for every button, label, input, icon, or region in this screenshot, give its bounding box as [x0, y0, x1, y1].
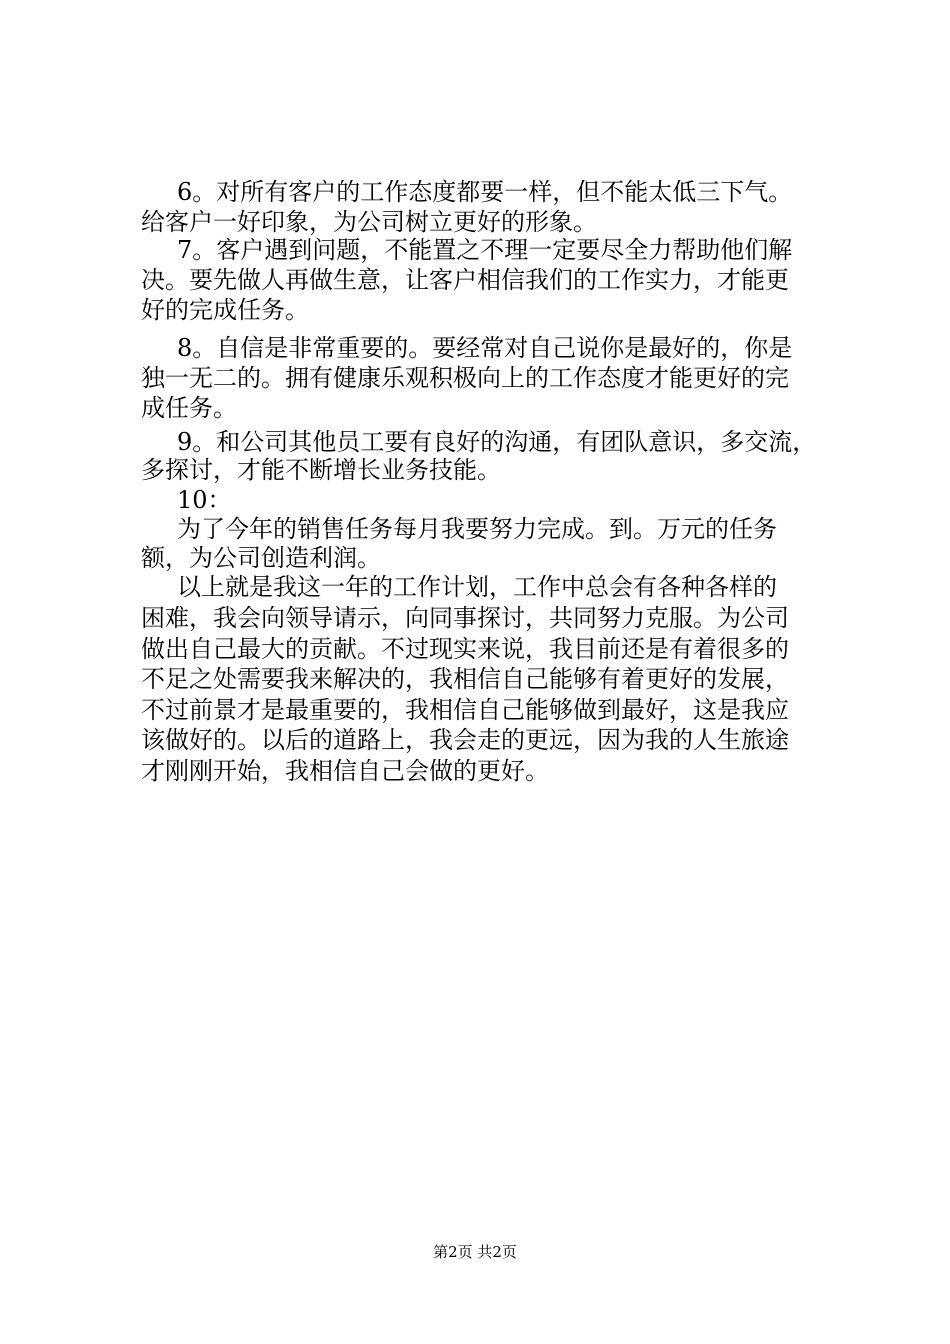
paragraph-7-line-7: 才刚刚开始，我相信自己会做的更好。 [141, 757, 549, 785]
paragraph-1-line-2: 给客户一好印象，为公司树立更好的形象。 [141, 208, 597, 236]
page-footer: 第2页 共2页 [433, 1243, 517, 1261]
paragraph-7-line-2: 困难，我会向领导请示，向同事探讨，共同努力克服。为公司 [141, 604, 789, 632]
paragraph-4-line-1: 9。和公司其他员工要有良好的沟通，有团队意识，多交流， [177, 428, 817, 456]
paragraph-7-line-4: 不足之处需要我来解决的，我相信自己能够有着更好的发展， [141, 665, 789, 693]
paragraph-2-line-2: 决。要先做人再做生意，让客户相信我们的工作实力，才能更 [141, 266, 789, 294]
paragraph-7-line-1: 以上就是我这一年的工作计划，工作中总会有各种各样的 [177, 573, 777, 601]
paragraph-3-line-2: 独一无二的。拥有健康乐观积极向上的工作态度才能更好的完 [141, 364, 789, 392]
paragraph-2-line-1: 7。客户遇到问题，不能置之不理一定要尽全力帮助他们解 [177, 236, 793, 264]
paragraph-1-line-1: 6。对所有客户的工作态度都要一样，但不能太低三下气。 [177, 178, 793, 206]
paragraph-3-line-1: 8。自信是非常重要的。要经常对自己说你是最好的，你是 [177, 334, 793, 362]
paragraph-7-line-6: 该做好的。以后的道路上，我会走的更远，因为我的人生旅途 [141, 726, 789, 754]
paragraph-7-line-5: 不过前景才是最重要的，我相信自己能够做到最好，这是我应 [141, 696, 789, 724]
paragraph-6-line-1: 为了今年的销售任务每月我要努力完成。到。万元的任务 [177, 515, 777, 543]
paragraph-7-line-3: 做出自己最大的贡献。不过现实来说，我目前还是有着很多的 [141, 635, 789, 663]
paragraph-5-line-1: 10： [177, 486, 232, 514]
paragraph-2-line-3: 好的完成任务。 [141, 296, 309, 324]
paragraph-4-line-2: 多探讨，才能不断增长业务技能。 [141, 456, 501, 484]
paragraph-3-line-3: 成任务。 [141, 394, 237, 422]
paragraph-6-line-2: 额，为公司创造利润。 [141, 544, 381, 572]
